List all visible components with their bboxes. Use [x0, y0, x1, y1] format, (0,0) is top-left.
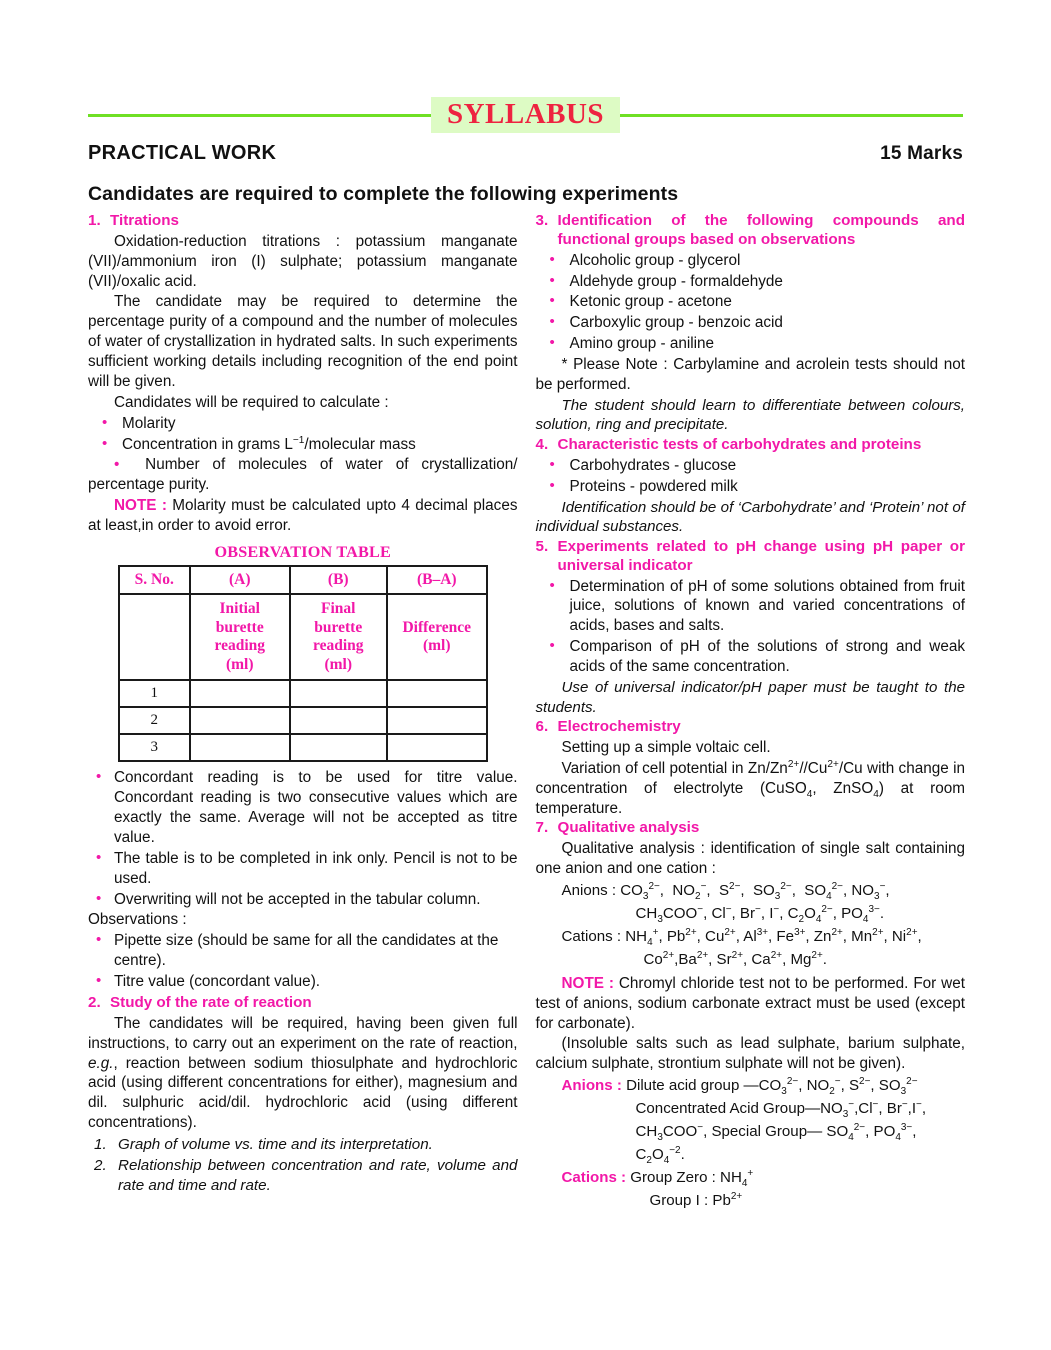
crystallization-bullet [88, 455, 518, 495]
item-number: 2. [94, 1156, 107, 1174]
header-rule-right [620, 114, 963, 117]
rate-of-reaction-paragraph [88, 1014, 518, 1133]
list-item: • Proteins - powdered milk [536, 477, 966, 497]
rate-text-a: The candidates will be required, having been given full instructions, to carry out an experiment on the rate of reaction, [88, 1014, 518, 1052]
practical-work-label: PRACTICAL WORK [88, 142, 277, 164]
section-6-title: Electrochemistry [557, 718, 681, 736]
cell-potential-lead: Variation of cell potential in [561, 759, 748, 777]
carbohydrate-protein-bullets [536, 456, 966, 497]
practical-work-row [88, 142, 963, 165]
section-6-number: 6. [535, 718, 549, 736]
instruction-subheading: Candidates are required to complete the following experiments [88, 183, 679, 205]
anions-label: Anions : [561, 882, 617, 900]
section-7-heading [536, 819, 966, 838]
syllabus-header-band [88, 98, 963, 132]
section-3-heading [536, 212, 966, 250]
section-1-title: Titrations [110, 212, 179, 229]
section-5-title: Experiments related to pH change using pH paper or universal indicator [557, 537, 965, 574]
dilute-acid-group-label: Dilute acid group — [626, 1077, 759, 1095]
cell-difference[interactable] [387, 680, 487, 707]
th-diff-l2: (ml) [422, 637, 451, 655]
section-1-heading [88, 212, 518, 231]
list-item: • The table is to be completed in ink only. Pencil is not to be used. [88, 849, 518, 889]
right-column [536, 212, 966, 1213]
bullet-glyph-icon: • [114, 456, 120, 474]
conc-exponent: −1 [292, 434, 305, 446]
th-final-l1: Final [321, 599, 356, 617]
cell-initial[interactable] [190, 707, 290, 734]
list-item: • Carboxylic group - benzoic acid [536, 313, 966, 333]
cell-final[interactable] [290, 734, 387, 761]
cation-groups-label: Cations : [561, 1168, 627, 1186]
th-blank [119, 594, 190, 680]
list-item [88, 1156, 518, 1196]
section-3-title: Identification of the following compounds and functional groups based on observations [557, 212, 965, 248]
cell-difference[interactable] [387, 707, 487, 734]
identification-italic-note: Identification should be of ‘Carbohydrate’ and ‘Protein’ not of individual substances. [535, 498, 965, 536]
table-row [119, 734, 487, 761]
section-2-heading [88, 994, 518, 1013]
list-item: • Overwriting will not be accepted in the tabular column. [88, 890, 518, 910]
titrations-paragraph-2: The candidate may be required to determine the percentage purity of a compound and the number of molecules of water of crystallization in hydrated salts. In such experiments sufficient working details including recognition of the end point will be given. [88, 293, 518, 390]
th-sno: S. No. [119, 566, 190, 594]
th-initial-l3: reading [214, 637, 266, 655]
section-5-heading [536, 538, 966, 576]
item-text: Graph of volume vs. time and its interpretation. [118, 1136, 433, 1154]
observation-table-title: OBSERVATION TABLE [214, 542, 392, 561]
section-2-number: 2. [88, 993, 101, 1011]
titrations-paragraph-3: Candidates will be required to calculate : [114, 393, 389, 411]
section-6-heading [536, 718, 966, 737]
note-text: Chromyl chloride test not to be performed. For wet test of anions, sodium carbonate extract must be used (except for carbonate). [535, 974, 965, 1032]
group-one-label: Group I : [649, 1191, 713, 1209]
note-label: NOTE : [561, 974, 614, 992]
section-7-number: 7. [535, 819, 549, 837]
group-zero-label: Group Zero : [630, 1168, 721, 1186]
functional-group-bullets [536, 251, 966, 354]
anion-groups-line: Anions : Dilute acid group $—CO_3^{2-}$, $NO_2^-$, $S^{2-}$, $SO_3^{2-}$ Concentrated Acid $Group—NO_3^-,Cl^-$, Br−,I−, $CH_3COO^-$, Special Group— $SO_4^{2-}$, $PO_4^{3-}$, $C_2O_4^{-2}$. [561, 1076, 927, 1167]
row-number: 1 [119, 680, 190, 707]
crystallization-bullet-text: Number of molecules of water of crystallization/ percentage purity. [88, 456, 518, 494]
anion-groups-label: Anions : [561, 1077, 622, 1095]
titrations-paragraph-1: Oxidation-reduction titrations : potassium manganate (VII)/ammonium iron (I) sulphate; potassium manganate (VII)/oxalic acid. [88, 232, 518, 290]
conc-label-pre: Concentration in grams L [122, 435, 293, 453]
header-rule-left [88, 114, 431, 117]
th-initial-l2: burette [215, 618, 264, 636]
list-item: • Alcoholic group - glycerol [536, 251, 966, 271]
calculation-bullets [88, 414, 518, 455]
conc-label-post: /molecular mass [304, 435, 416, 453]
table-row [119, 566, 487, 594]
list-item: • Pipette size (should be same for all the candidates at the centre). [88, 931, 518, 971]
section-2-title: Study of the rate of reaction [110, 993, 312, 1011]
section-1-number: 1. [88, 212, 101, 229]
list-item: • Molarity [88, 414, 518, 434]
cell-potential-paragraph: Variation of cell potential in $Zn/Zn^{2+}//Cu^{2+}/Cu$ with change in concentration of electrolyte (CuSO$_4$, ZnSO$_4$) at room temperature. [535, 758, 965, 817]
marks-label: 15 Marks [880, 143, 963, 164]
list-item: • Amino group - aniline [536, 334, 966, 354]
section-4-number: 4. [535, 436, 549, 454]
titration-rules-bullets [88, 768, 518, 909]
differentiate-italic-note: The student should learn to differentiate between colours, solution, ring and precipitate. [535, 396, 965, 434]
chromyl-note [536, 974, 966, 1034]
list-item: • Ketonic group - acetone [536, 292, 966, 312]
list-item: • Aldehyde group - formaldehyde [536, 272, 966, 292]
section-3-number: 3. [535, 212, 549, 229]
ph-experiment-bullets [536, 577, 966, 677]
carbylamine-note: * Please Note : Carbylamine and acrolein tests should not be performed. [535, 356, 965, 393]
left-column [88, 212, 518, 1213]
insoluble-salts-note: (Insoluble salts such as lead sulphate, barium sulphate, calcium sulphate, strontium sulphate will not be given). [535, 1035, 965, 1073]
cell-final[interactable] [290, 707, 387, 734]
concentrated-acid-group-label: Concentrated Acid Group— [635, 1100, 821, 1118]
list-item: • Determination of pH of some solutions obtained from fruit juice, solutions of known and varied concentrations of acids, bases and salts. [536, 577, 966, 637]
list-item: • Carbohydrates - glucose [536, 456, 966, 476]
qualitative-analysis-paragraph: Qualitative analysis : identification of single salt containing one anion and one cation : [535, 840, 965, 878]
row-number: 3 [119, 734, 190, 761]
item-number: 1. [94, 1136, 107, 1154]
observations-label: Observations : [88, 911, 187, 929]
cations-label: Cations : [561, 927, 622, 945]
th-diff-l1: Difference [402, 618, 472, 636]
universal-indicator-italic-note: Use of universal indicator/pH paper must be taught to the students. [535, 678, 965, 716]
content-columns [88, 212, 965, 1213]
section-4-heading [536, 436, 966, 455]
th-final-l4: (ml) [324, 655, 353, 673]
observation-table [118, 565, 488, 762]
th-initial-burette [190, 594, 290, 680]
anions-formula-line: Anions : $CO_3^{2-}$, $NO_2^-$, $S^{2-}$, $SO_3^{2-}$, $SO_4^{2-}$, $NO_3^-$, $CH_3COO^-$, Cl−, Br−, I−, $C_2O_4^{2-}$, $PO_4^{3-}$. [561, 881, 890, 926]
list-item: • Titre value (concordant value). [88, 972, 518, 992]
th-b: (B) [290, 566, 387, 594]
cell-initial[interactable] [190, 734, 290, 761]
note-text: Molarity must be calculated upto 4 decimal places at least,in order to avoid error. [88, 497, 518, 535]
table-row [119, 707, 487, 734]
th-initial-l4: (ml) [225, 655, 254, 673]
table-row [119, 680, 487, 707]
rate-text-b: , reaction between sodium thiosulphate and hydrochloric acid (using different concentrations for either), magnesium and dil. sulphuric acid/dil. hydrochloric acid (using different concentrations). [88, 1054, 518, 1132]
observations-bullets [88, 931, 518, 992]
row-number: 2 [119, 707, 190, 734]
th-difference [387, 594, 487, 680]
list-item: • Concordant reading is to be used for titre value. Concordant reading is two consecutive values which are exactly the same. Average will not be accepted as titre value. [88, 768, 518, 848]
section-4-title: Characteristic tests of carbohydrates and proteins [557, 436, 922, 454]
voltaic-cell-line: Setting up a simple voltaic cell. [561, 738, 771, 756]
cell-initial[interactable] [190, 680, 290, 707]
cell-difference[interactable] [387, 734, 487, 761]
list-item [88, 1135, 518, 1155]
th-a: (A) [190, 566, 290, 594]
section-5-number: 5. [535, 537, 549, 555]
cell-final[interactable] [290, 680, 387, 707]
cation-groups-line: Cations : Group Zero : $NH_4^+$ Group I : $Pb^{2+}$ [561, 1167, 754, 1209]
page-title: SYLLABUS [431, 97, 620, 133]
list-item: • Comparison of pH of the solutions of strong and weak acids of the same concentration. [536, 637, 966, 677]
th-initial-l1: Initial [219, 599, 260, 617]
section-7-title: Qualitative analysis [557, 819, 700, 837]
molarity-note [88, 496, 518, 536]
table-row [119, 594, 487, 680]
th-b-minus-a: (B–A) [387, 566, 487, 594]
cations-formula-line: Cations : $NH_4^+$, $Pb^{2+}$, $Cu^{2+}$, $Al^{3+}$, $Fe^{3+}$, $Zn^{2+}$, $Mn^{2+}$, $Ni^{2+}$, $Co^{2+},Ba^{2+}$, $Sr^{2+}$, $Ca^{2+}$, $Mg^{2+}$. [561, 926, 922, 968]
item-text: Relationship between concentration and rate, volume and rate and time and rate. [118, 1156, 518, 1194]
rate-of-reaction-items [88, 1135, 518, 1195]
th-final-l2: burette [314, 618, 363, 636]
cell-notation: $Zn/Zn^{2+}//Cu^{2+}/Cu$ [747, 758, 863, 777]
note-label: NOTE : [114, 497, 167, 515]
th-final-l3: reading [312, 637, 364, 655]
rate-eg: e.g. [88, 1054, 114, 1072]
list-item [88, 435, 518, 455]
th-final-burette [290, 594, 387, 680]
special-group-label: Special Group— [711, 1123, 827, 1141]
